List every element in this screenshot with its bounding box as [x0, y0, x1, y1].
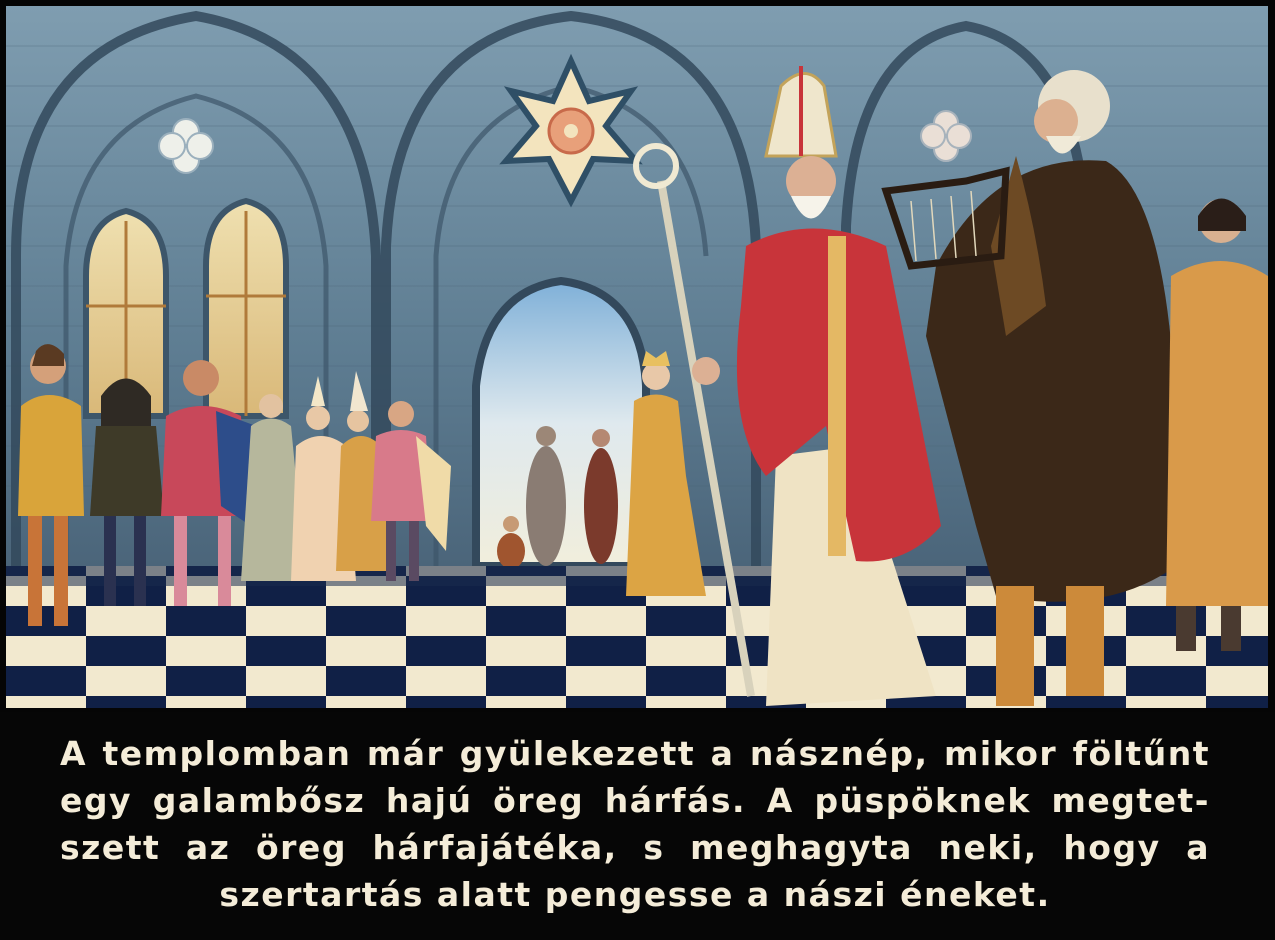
caption-line-1: A templomban már gyülekezett a násznép, mikor föltűnt — [60, 734, 1210, 773]
caption-box — [0, 712, 1275, 940]
caption-line-4: szertartás alatt pengesse a nászi éneket. — [219, 875, 1051, 914]
church-wedding-illustration — [6, 6, 1268, 708]
caption-line-3: szett az öreg hárfajátéka, s meghagyta neki, hogy a — [60, 828, 1210, 867]
caption-line-2: egy galambősz hajú öreg hárfás. A püspöknek megtet- — [60, 781, 1210, 820]
